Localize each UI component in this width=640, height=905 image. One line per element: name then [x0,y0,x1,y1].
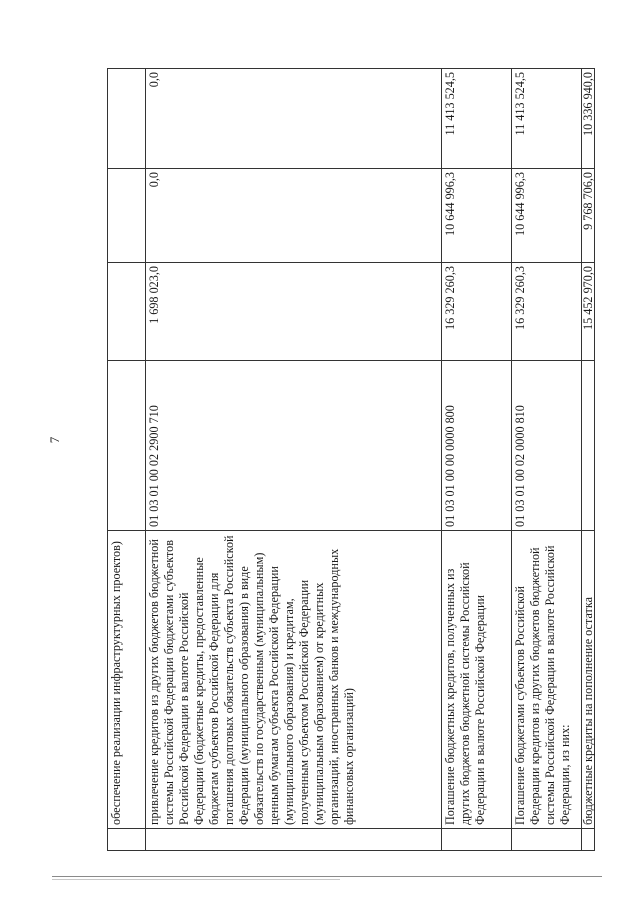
row-name: Погашение бюджетами субъектов Российской Федерации кредитов из других бюджетов бюджетной системы Российской Федерации в валюте Российской Федерации, из них: [512,531,582,829]
row-value-1 [108,263,146,361]
footer-rule-secondary [52,879,340,880]
blank-cell [582,829,595,851]
page-number: 7 [47,436,62,444]
row-name: обеспечение реализации инфраструктурных проектов) [108,531,146,829]
blank-cell [146,829,442,851]
row-value-2: 9 768 706,0 [582,169,595,263]
blank-cell [512,829,582,851]
table-row [442,69,512,851]
table-row [146,69,442,851]
row-value-2: 10 644 996,3 [442,169,512,263]
blank-cell [442,829,512,851]
row-code: 01 03 01 00 02 0000 810 [512,361,582,531]
budget-table [107,69,595,851]
row-value-3: 10 336 940,0 [582,69,595,169]
row-value-3: 11 413 524,5 [512,69,582,169]
table-row [582,69,595,851]
footer-rule [52,876,602,877]
row-value-1: 16 329 260,3 [512,263,582,361]
row-code: 01 03 01 00 00 0000 800 [442,361,512,531]
blank-cell [108,829,146,851]
row-name: бюджетные кредиты на пополнение остатка [582,531,595,829]
table-row [108,69,146,851]
row-value-3 [108,69,146,169]
row-value-1: 1 698 023,0 [146,263,442,361]
row-name: привлечение кредитов из других бюджетов бюджетной системы Российской Федерации бюджетами субъектов Российской Федерации в валюте Российской Федерации (бюджетные кредиты, предоставленные бюджетам субъектов Российской Федерации для погашения долговых обязательств субъекта Российской Федерации (муниципального образования) в виде обязательств по государственным (муниципальным) ценным бумагам субъекта Российской Федерации (муниципального образования) и кредитам, полученным субъектом Российской Федерации (муниципальным образованием) от кредитных организаций, иностранных банков и международных финансовых организаций) [146,531,442,829]
row-code [108,361,146,531]
row-value-2 [108,169,146,263]
row-value-3: 11 413 524,5 [442,69,512,169]
row-value-1: 15 452 970,0 [582,263,595,361]
row-value-2: 0,0 [146,169,442,263]
row-value-3: 0,0 [146,69,442,169]
row-name: Погашение бюджетных кредитов, полученных из других бюджетов бюджетной системы Российской Федерации в валюте Российской Федерации [442,531,512,829]
row-code [582,361,595,531]
row-value-1: 16 329 260,3 [442,263,512,361]
row-value-2: 10 644 996,3 [512,169,582,263]
table-row [512,69,582,851]
row-code: 01 03 01 00 02 2900 710 [146,361,442,531]
